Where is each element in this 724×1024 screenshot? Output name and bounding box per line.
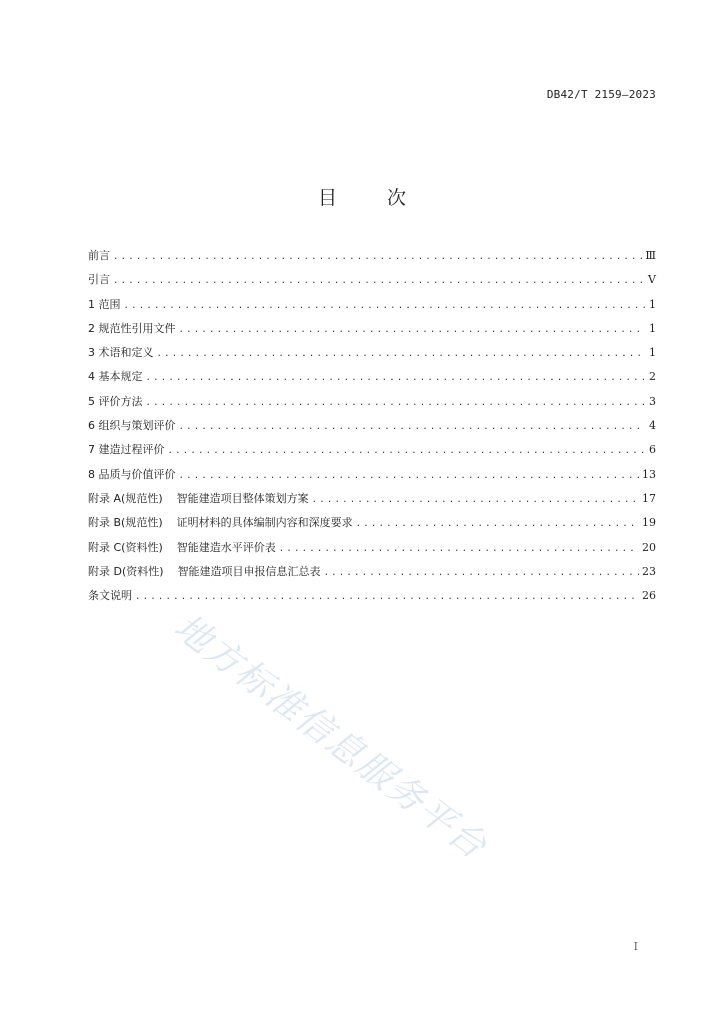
watermark: 地方标准信息服务平台 (166, 606, 495, 868)
toc-entry-page: 26 (642, 589, 656, 603)
toc-leader-dots (113, 271, 645, 291)
toc-entry-normative-references[interactable] (88, 319, 656, 343)
toc-entry-page: 17 (642, 491, 656, 505)
toc-entry-page: Ⅲ (645, 249, 656, 262)
toc-entry-page: 2 (649, 370, 656, 384)
toc-entry-introduction[interactable] (88, 270, 656, 294)
toc-entry-page: 19 (642, 516, 656, 530)
page-title: 目 次 (317, 187, 429, 209)
toc-entry-label (88, 538, 276, 558)
toc-entry-label (88, 489, 309, 509)
toc-entry-page: 6 (649, 443, 656, 457)
toc-entry-foreword[interactable] (88, 246, 656, 270)
annex-category: 附录 C(资料性) (88, 540, 163, 554)
toc-entry-page: 20 (642, 540, 656, 554)
toc-entry-organization-planning[interactable] (88, 416, 656, 440)
toc-leader-dots (146, 393, 646, 413)
toc-entry-label: 5 评价方法 (88, 394, 143, 408)
page-number: I (633, 940, 638, 953)
toc-entry-basic-provisions[interactable] (88, 367, 656, 391)
toc-entry-label: 前言 (88, 249, 110, 262)
toc-entry-page: 23 (642, 564, 656, 578)
toc-entry-page: 1 (649, 346, 656, 360)
toc-entry-terms-definitions[interactable] (88, 343, 656, 367)
toc-entry-annex-d[interactable] (88, 562, 656, 586)
toc-entry-label: 条文说明 (88, 589, 132, 603)
table-of-contents (88, 246, 656, 610)
toc-entry-annex-b[interactable] (88, 513, 656, 537)
annex-title: 智能建造项目申报信息汇总表 (177, 564, 321, 578)
toc-entry-construction-process[interactable] (88, 440, 656, 464)
toc-leader-dots (168, 441, 646, 461)
toc-leader-dots (113, 247, 642, 267)
toc-entry-annex-a[interactable] (88, 489, 656, 513)
toc-leader-dots (146, 368, 646, 388)
toc-leader-dots (179, 466, 640, 486)
toc-entry-page: Ⅴ (648, 273, 656, 287)
toc-entry-annex-c[interactable] (88, 538, 656, 562)
toc-entry-label: 2 规范性引用文件 (88, 321, 176, 335)
annex-title: 证明材料的具体编制内容和深度要求 (176, 516, 353, 530)
toc-entry-label: 4 基本规定 (88, 370, 143, 384)
toc-entry-label: 3 术语和定义 (88, 346, 154, 360)
toc-entry-page: 1 (649, 321, 656, 335)
toc-leader-dots (324, 563, 639, 583)
toc-entry-label (88, 562, 321, 582)
toc-entry-label: 8 品质与价值评价 (88, 467, 176, 481)
toc-leader-dots (312, 490, 639, 510)
toc-entry-label (88, 513, 353, 533)
annex-category: 附录 A(规范性) (88, 491, 163, 505)
toc-leader-dots (157, 344, 646, 364)
toc-entry-label: 6 组织与策划评价 (88, 419, 176, 433)
toc-entry-page: 13 (642, 467, 656, 481)
annex-category: 附录 B(规范性) (88, 516, 163, 530)
annex-title: 智能建造水平评价表 (176, 540, 276, 554)
toc-entry-label: 7 建造过程评价 (88, 443, 165, 457)
toc-entry-page: 4 (649, 419, 656, 433)
toc-leader-dots (356, 514, 639, 534)
toc-entry-label: 1 范围 (88, 297, 121, 311)
toc-entry-explanation[interactable] (88, 586, 656, 610)
standard-code: DB42/T 2159—2023 (546, 88, 656, 101)
annex-category: 附录 D(资料性) (88, 564, 164, 578)
toc-leader-dots (135, 587, 639, 607)
toc-entry-label: 引言 (88, 273, 110, 287)
toc-entry-page: 1 (649, 297, 656, 311)
annex-title: 智能建造项目整体策划方案 (176, 491, 309, 505)
toc-entry-page: 3 (649, 394, 656, 408)
toc-leader-dots (179, 417, 646, 437)
toc-leader-dots (279, 539, 639, 559)
toc-entry-scope[interactable] (88, 295, 656, 319)
toc-entry-quality-value[interactable] (88, 465, 656, 489)
toc-entry-evaluation-method[interactable] (88, 392, 656, 416)
toc-leader-dots (124, 296, 646, 316)
toc-leader-dots (179, 320, 646, 340)
